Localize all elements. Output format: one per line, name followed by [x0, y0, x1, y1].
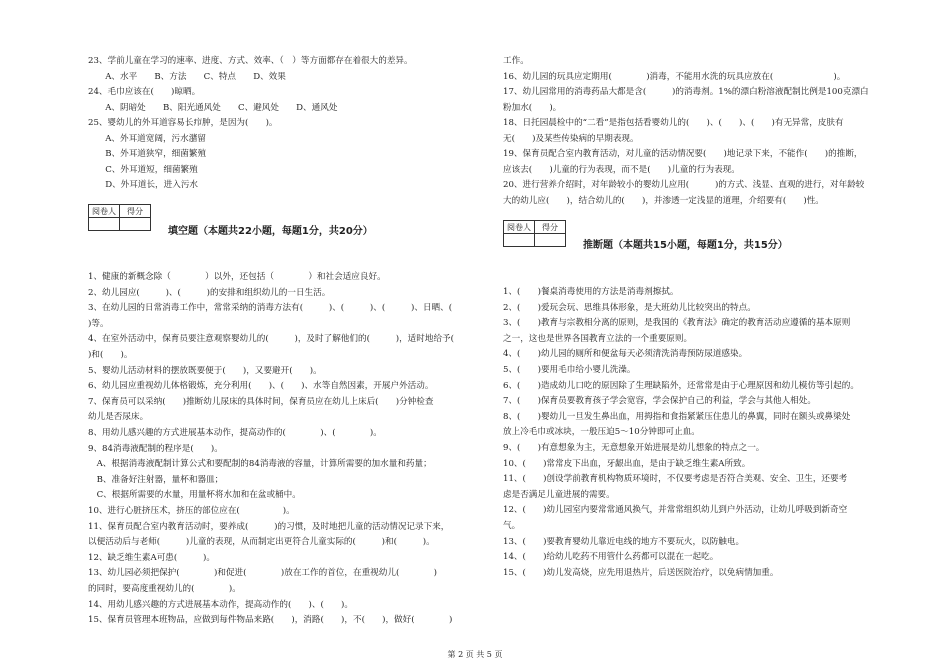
text-line: C、根据所需要的水量，用量杯将水加和在盆或桶中。	[88, 490, 301, 501]
text-line: 5、( )要用毛巾给小婴儿洗澡。	[503, 365, 636, 375]
text-line: 12、( )幼儿园室内要常常通风换气，并常常组织幼儿到户外活动，让幼儿呼吸到新奇空	[503, 505, 848, 516]
text-line: 1、健康的新概念除（ ）以外，还包括（ ）和社会适应良好。	[88, 272, 386, 282]
text-line: 10、( )常常皮下出血，牙龈出血，是由于缺乏维生素A所致。	[503, 458, 751, 469]
text-line: D、外耳道长，进入污水	[88, 180, 199, 190]
text-line: 11、保育员配合室内教育活动时，要养成( )的习惯，及时地把儿童的活动情况记录下来，	[88, 521, 450, 532]
text-line: 13、幼儿园必须把保护( )和促进( )放在工作的首位，在重视幼儿( )	[88, 568, 438, 579]
text-line: A、根据消毒液配制计算公式和要配制的84消毒液的容量，计算所需要的加水量和药量；	[88, 459, 432, 470]
score-box-score-cell	[535, 234, 566, 247]
text-line: 19、保育员配合室内教育活动，对儿童的活动情况要( )地记录下来，不能作( )的推断，	[503, 149, 863, 159]
text-line: 3、( )教育与宗教相分离的原则，是我国的《教育法》确定的教育活动应遵循的基本原则	[503, 318, 851, 329]
score-box-score-cell	[120, 218, 151, 231]
text-line: )等。	[88, 318, 109, 329]
score-box-score-label: 得分	[535, 221, 566, 234]
text-line: )和( )。	[88, 350, 133, 360]
text-line: 16、幼儿园的玩具应定期用( )消毒，不能用水洗的玩具应放在( )。	[503, 71, 846, 82]
text-line: 应该去( )儿童的行为表现，而不是( )儿童的行为表现。	[503, 164, 740, 175]
text-line: B、准备好注射器，量杯和器皿；	[88, 474, 224, 485]
fill-section-title: 填空题（本题共22小题，每题1分，共20分）	[168, 226, 373, 237]
text-line: 粉加水( )。	[503, 102, 562, 113]
text-line: 12、缺乏维生素A可患( )。	[88, 552, 215, 563]
score-box-judge	[503, 220, 566, 247]
text-line: 24、毛巾应该在( )晾晒。	[88, 87, 201, 97]
score-box-grader-label: 阅卷人	[504, 221, 535, 234]
text-line: 14、用幼儿感兴趣的方式进展基本动作，提高动作的( )、( )。	[88, 599, 353, 610]
score-box-grader-cell	[89, 218, 120, 231]
text-line: 9、84消毒液配制的程序是( )。	[88, 443, 223, 454]
text-line: 2、幼儿园应( )、( )的安排和组织幼儿的一日生活。	[88, 287, 331, 298]
score-box-fill	[88, 204, 151, 231]
text-line: 9、( )有意想象为主，无意想象开始进展是幼儿想象的特点之一。	[503, 443, 765, 453]
text-line: 20、进行营养介绍时，对年龄较小的婴幼儿应用( )的方式、浅显、直观的进行，对年龄较	[503, 180, 865, 190]
text-line: 15、( )幼儿发高烧，应先用退热片，后送医院治疗，以免病情加重。	[503, 567, 779, 578]
text-line: A、外耳道宽阔，污水潴留	[88, 133, 206, 144]
text-line: 放上冷毛巾或冰块，一般压迫5～10分钟即可止血。	[503, 427, 700, 438]
text-line: 8、( )婴幼儿一旦发生鼻出血，用拇指和食指紧紧压住患儿的鼻翼，同时在额头或鼻梁处	[503, 411, 851, 422]
text-line: 2、( )爱玩会玩、思维具体形象，是大班幼儿比较突出的特点。	[503, 302, 756, 313]
text-line: 7、保育员可以采纳( )推断幼儿尿床的具体时间，保育员应在幼儿上床后( )分钟检查	[88, 396, 434, 407]
text-line: 7、( )保育员要教育孩子学会宽容，学会保护自己的利益，学会与其他人相处。	[503, 396, 816, 407]
text-line: 13、( )要教育婴幼儿靠近电线的地方不要玩火，以防触电。	[503, 536, 745, 547]
text-line: 幼儿是否尿床。	[88, 412, 149, 423]
text-line: 6、( )造成幼儿口吃的原因除了生理缺陷外，还常常是由于心理原因和幼儿模仿等引起的。	[503, 380, 859, 391]
text-line: 无( )及某些传染病的早期表现。	[503, 133, 639, 144]
text-line: 14、( )给幼儿吃药不用管什么药都可以混在一起吃。	[503, 552, 719, 563]
text-line: A、水平 B、方法 C、特点 D、效果	[88, 71, 286, 82]
text-line: 6、幼儿园应重视幼儿体格锻炼，充分利用( )、( )、水等自然因素，开展户外活动。	[88, 381, 434, 392]
text-line: 大的幼儿应( )，结合幼儿的( )，并渗透一定浅显的道理，介绍要有( )性。	[503, 195, 824, 206]
text-line: 4、( )幼儿园的厕所和便盆每天必须清洗消毒预防尿道感染。	[503, 349, 748, 360]
text-line: 3、在幼儿园的日常消毒工作中，常常采纳的消毒方法有( )、( )、( )、日晒、(	[88, 303, 470, 314]
text-line: 的同时，要高度重视幼儿的( )。	[88, 584, 241, 594]
text-line: 10、进行心脏挤压术，挤压的部位应在( )。	[88, 506, 295, 516]
text-line: 4、在室外活动中，保育员要注意观察婴幼儿的( )，及时了解他们的( )，适时地给予(	[88, 334, 454, 345]
text-line: 1、( )餐桌消毒使用的方法是消毒剂擦拭。	[503, 287, 679, 297]
text-line: 8、用幼儿感兴趣的方式进展基本动作，提高动作的( )、( )。	[88, 428, 382, 438]
judge-section-title: 推断题（本题共15小题，每题1分，共15分）	[583, 240, 788, 251]
text-line: 工作。	[503, 56, 529, 66]
text-line: 15、保育员管理本班物品，应做到每件物品来路( )，消路( )，不( )，做好( )	[88, 615, 453, 626]
page-number: 第 2 页 共 5 页	[447, 650, 503, 659]
text-line: 25、婴幼儿的外耳道容易长疖肿，是因为( )。	[88, 118, 278, 128]
score-box-score-label: 得分	[120, 205, 151, 218]
score-box-grader-label: 阅卷人	[89, 205, 120, 218]
score-box-grader-cell	[504, 234, 535, 247]
text-line: 5、婴幼儿活动材料的摆放既要便于( )，又要避开( )。	[88, 365, 322, 376]
text-line: 以便活动后与老师( )儿童的表现，从而制定出更符合儿童实际的( )和( )。	[88, 537, 435, 548]
text-line: 23、学前儿童在学习的速率、进度、方式、效率、（ ）等方面都存在着很大的差异。	[88, 56, 413, 66]
text-line: 11、( )创设学前教育机构物质环境时，不仅要考虑是否符合美观、安全、卫生，还要考	[503, 474, 848, 485]
text-line: A、阴暗处 B、阳光通风处 C、避风处 D、通风处	[88, 102, 338, 113]
text-line: 之一，这也是世界各国教育立法的一个重要原则。	[503, 333, 693, 344]
text-line: B、外耳道狭窄，细菌繁殖	[88, 149, 207, 159]
text-line: 虑是否满足儿童进展的需要。	[503, 489, 615, 500]
text-line: 气。	[503, 521, 521, 531]
text-line: 17、幼儿园常用的消毒药品大都是含( )的消毒剂。1%的漂白粉溶液配制比例是100克漂白	[503, 87, 869, 97]
text-line: C、外耳道短，细菌繁殖	[88, 164, 198, 175]
text-line: 18、日托园晨检中的“二看”是指包括看婴幼儿的( )、( )、( )有无异常，皮肤有	[503, 118, 844, 128]
